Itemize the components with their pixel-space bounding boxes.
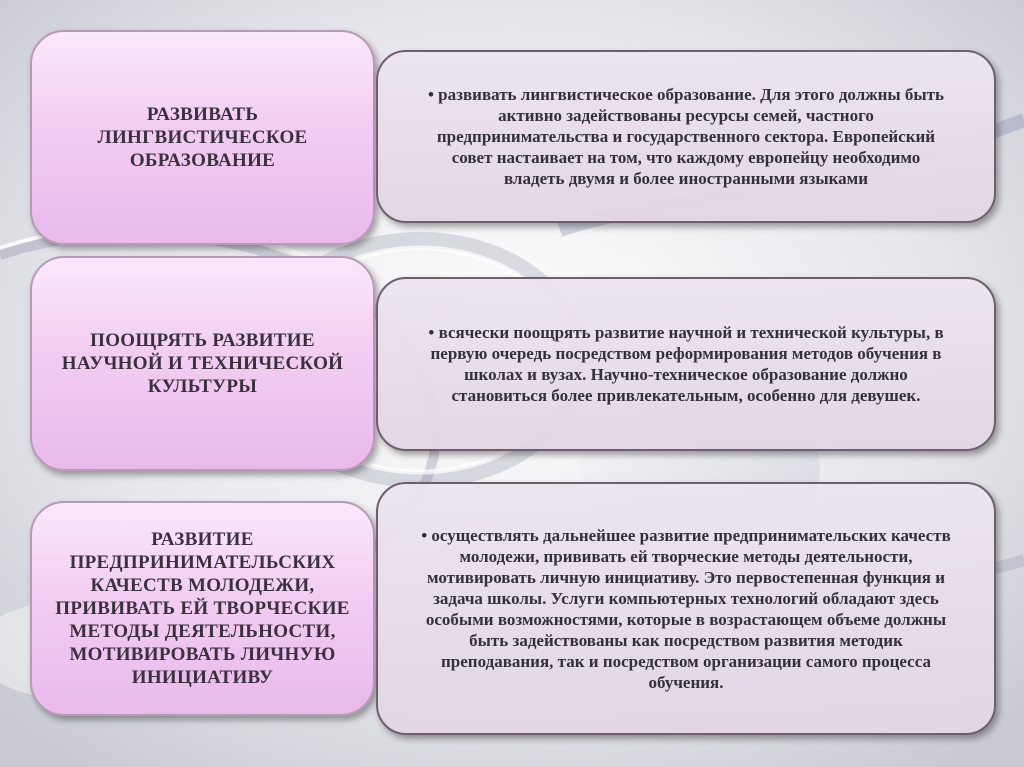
heading-box-2 <box>30 256 375 471</box>
detail-box-1 <box>376 50 996 223</box>
detail-text-2: • всячески поощрять развитие научной и технической культуры, в первую очередь посредством реформирования методов обучения в школах и вузах. Научно-техническое образование должно становиться более привлекательным, особенно для девушек. <box>428 323 944 405</box>
heading-text-1: РАЗВИВАТЬ ЛИНГВИСТИЧЕСКОЕ ОБРАЗОВАНИЕ <box>97 104 308 171</box>
detail-box-3 <box>376 482 996 735</box>
heading-text-2: ПООЩРЯТЬ РАЗВИТИЕ НАУЧНОЙ И ТЕХНИЧЕСКОЙ КУЛЬТУРЫ <box>61 330 344 397</box>
detail-box-2 <box>376 277 996 451</box>
heading-box-1 <box>30 30 375 245</box>
heading-text-3: РАЗВИТИЕ ПРЕДПРИНИМАТЕЛЬСКИХ КАЧЕСТВ МОЛОДЕЖИ, ПРИВИВАТЬ ЕЙ ТВОРЧЕСКИЕ МЕТОДЫ ДЕЯТЕЛЬНОСТИ, МОТИВИРОВАТЬ ЛИЧНУЮ ИНИЦИАТИВУ <box>55 529 350 688</box>
detail-text-1: • развивать лингвистическое образование. Для этого должны быть активно задействованы ресурсы семей, частного предпринимательства и государственного сектора. Европейский совет настаивает на том, что каждому европейцу необходимо владеть двумя и более иностранными языками <box>427 85 944 188</box>
heading-box-3 <box>30 501 375 716</box>
detail-text-3: • осуществлять дальнейшее развитие предпринимательских качеств молодежи, прививать ей творческие методы деятельности, мотивировать личную инициативу. Это первостепенная функция и задача школы. Услуги компьютерных технологий обладают здесь особыми возможностями, которые в возрастающем объеме должны быть задействованы как посредством развития методик преподавания, так и посредством организации самого процесса обучения. <box>421 525 951 692</box>
